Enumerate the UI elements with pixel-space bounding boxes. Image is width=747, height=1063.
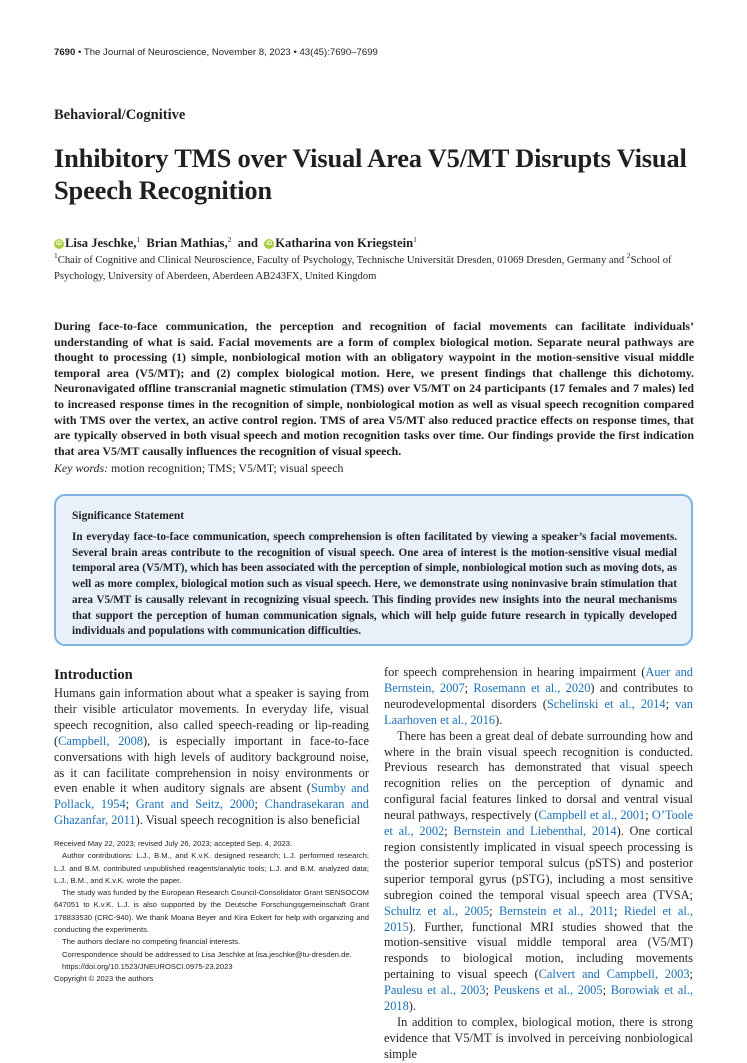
citation-link[interactable]: O’Toole et al., 2002: [384, 808, 693, 839]
paragraph: [384, 729, 693, 1015]
text: ). Visual speech recognition is also beneficial: [135, 813, 361, 828]
footnote-interests: The authors declare no competing financial interests.: [62, 937, 241, 947]
affiliation-text: Chair of Cognitive and Clinical Neuroscience, Faculty of Psychology, Technische Universität Dresden, 01069 Dresden, Germany and: [57, 255, 627, 266]
page-number: 7690: [54, 47, 76, 58]
text: There has been a great deal of debate surrounding how and where in the brain visual speech recognition is conducted. Previous research has demonstrated that visual speech recognition relies on the perception of dynamic and configural facial features linked to dorsal and ventral visual neural pathways, respectively (: [384, 728, 693, 823]
text: ).: [408, 999, 417, 1014]
author-affiliation-mark: 2: [227, 235, 232, 244]
text: ;: [489, 903, 499, 918]
author-conjunction: and: [237, 236, 258, 250]
text: ;: [254, 797, 265, 812]
author-name: Brian Mathias,: [146, 236, 228, 250]
text: ;: [485, 983, 494, 998]
footnote-copyright: Copyright © 2023 the authors: [54, 974, 154, 984]
text: ;: [602, 983, 611, 998]
author-affiliation-mark: 1: [136, 235, 141, 244]
running-header: [54, 47, 378, 58]
footnote-correspondence: Correspondence should be addressed to Lisa Jeschke at lisa.jeschke@tu-dresden.de.: [62, 949, 352, 959]
citation-link[interactable]: van Laarhoven et al., 2016: [384, 696, 693, 727]
footnote-received: Received May 22, 2023; revised July 26, 2023; accepted Sep. 4, 2023.: [54, 839, 293, 848]
citation-link[interactable]: Grant and Seitz, 2000: [135, 797, 255, 812]
text: ;: [444, 824, 454, 839]
paragraph: [384, 665, 693, 729]
doi-link[interactable]: https://doi.org/10.1523/JNEUROSCI.0975-23.2023: [62, 961, 233, 971]
author-affiliation-mark: 1: [413, 235, 417, 244]
text: ) and contributes to neurodevelopmental disorders (: [384, 680, 693, 711]
text: ;: [689, 967, 693, 982]
section-label: Behavioral/Cognitive: [54, 107, 186, 123]
text: ;: [665, 696, 676, 711]
citation-link[interactable]: Calvert and Campbell, 2003: [538, 967, 690, 982]
text: Humans gain information about what a speaker is saying from their visible articulator movements. In everyday life, visual speech recognition, also called speech-reading or lip-reading (: [54, 686, 369, 748]
text: ;: [464, 680, 474, 695]
significance-statement-box: [54, 494, 693, 646]
citation-link[interactable]: Rosemann et al., 2020: [473, 680, 591, 695]
affiliation-mark: 1: [54, 251, 58, 260]
paragraph: [54, 686, 369, 829]
citation-link[interactable]: Bernstein et al., 2011: [498, 903, 614, 918]
citation-link[interactable]: Riedel et al., 2015: [384, 903, 694, 934]
citation-link[interactable]: Chandrasekaran and Ghazanfar, 2011: [54, 797, 369, 828]
author-name: Lisa Jeschke,: [65, 236, 137, 250]
text: ;: [645, 808, 652, 823]
text: ), is especially important in face-to-face conversations with high levels of auditory background noise, as it can facilitate comprehension in noisy environments or even enable it when auditory signals are absent (: [54, 733, 369, 796]
citation-link[interactable]: Paulesu et al., 2003: [384, 983, 486, 998]
article-title: Inhibitory TMS over Visual Area V5/MT Disrupts Visual Speech Recognition: [54, 143, 687, 205]
abstract: During face-to-face communication, the perception and recognition of facial movements can facilitate individuals’ understanding of what is said. Facial movements are a form of complex biological motion. Separate neural pathways are thought to processing (1) simple, nonbiological motion with an obligatory waypoint in the motion-sensitive visual middle temporal area (V5/MT); and (2) complex biological motion. Here, we present findings that challenge this dichotomy. Neuronavigated offline transcranial magnetic stimulation (TMS) over V5/MT on 24 participants (17 females and 7 males) led to increased response times in the recognition of simple, nonbiological motion as well as visual speech recognition compared with TMS over the vertex, an active control region. TMS of area V5/MT also reduced practice effects on response times, that are typically observed in both visual speech and motion recognition tasks over time. Our findings provide the first indication that area V5/MT causally influences the recognition of visual speech.: [54, 319, 694, 458]
citation-link[interactable]: Sumby and Pollack, 1954: [54, 781, 369, 812]
keywords-label: Key words:: [54, 461, 109, 475]
text: ). Further, functional MRI studies showed that the motion-sensitive visual middle temporal area (V5/MT) responds to biological motion, including movements pertaining to visual speech (: [384, 919, 693, 982]
citation-link[interactable]: Schultz et al., 2005: [384, 903, 490, 918]
author-name: Katharina von Kriegstein: [275, 236, 414, 250]
citation-link[interactable]: Borowiak et al., 2018: [384, 983, 693, 1014]
footnote-funding: The study was funded by the European Research Council-Consolidator Grant SENSOCOM 647051 to K.v.K. L.J. is also supported by the Deutsche Forschungsgemeinschaft Grant 178833530 (CRC-940). We thank Moana Beyer and Kira Eckert for help with organizing and conducting the experiments.: [54, 888, 369, 935]
text: ).: [495, 712, 503, 727]
affiliations: [54, 253, 694, 284]
citation-link[interactable]: Bernstein and Liebenthal, 2014: [453, 824, 617, 839]
significance-body: In everyday face-to-face communication, speech comprehension is often facilitated by viewing a speaker’s facial movements. Several brain areas contribute to the recognition of visual speech. One area of interest is the motion-sensitive visual medial temporal area (V5/MT), which has been associated with the perception of simple, nonbiological motion such as moving dots, as well as more complex, biological motion such as visual speech. Here, we demonstrate using noninvasive brain stimulation that area V5/MT is causally relevant in recognizing visual speech. This finding provides new insights into the neural mechanisms that support the perception of human communication signals, which will help guide future research in typically developed individuals and populations with communication difficulties.: [72, 531, 677, 638]
citation-link[interactable]: Peuskens et al., 2005: [493, 983, 603, 998]
text: ;: [614, 903, 624, 918]
author-list: [54, 236, 417, 251]
keywords-value: motion recognition; TMS; V5/MT; visual speech: [108, 461, 344, 475]
paragraph: In addition to complex, biological motion, there is strong evidence that V5/MT is involved in perceiving nonbiological simple: [384, 1014, 693, 1061]
text: ). One cortical region consistently implicated in visual speech processing is the posterior superior temporal sulcus (pSTS) and posterior superior temporal gyrus (pSTG), including a most sensitive subregion coined the temporal visual speech area (TVSA;: [384, 824, 693, 902]
affiliation-text: School of Psychology, University of Aberdeen, Aberdeen AB243FX, United Kingdom: [54, 255, 672, 282]
citation-link[interactable]: Campbell, 2008: [58, 733, 143, 748]
significance-title: Significance Statement: [72, 510, 185, 522]
footnote-contributions: Author contributions: L.J., B.M., and K.v.K. designed research; L.J. performed research; L.J. and B.M. contributed unpublished reagents/analytic tools; L.J. and B.M. analyzed data; L.J., B.M., and K.v.K. wrote the paper.: [54, 851, 369, 885]
orcid-icon[interactable]: iD: [266, 241, 273, 247]
orcid-icon[interactable]: iD: [56, 241, 62, 247]
citation-link[interactable]: Campbell et al., 2001: [538, 808, 646, 823]
text: for speech comprehension in hearing impairment (: [384, 665, 646, 679]
affiliation-mark: 2: [626, 251, 631, 260]
journal-citation: • The Journal of Neuroscience, November 8, 2023 • 43(45):7690–7699: [75, 47, 378, 58]
citation-link[interactable]: Schelinski et al., 2014: [546, 696, 666, 711]
footnotes: [54, 838, 369, 986]
left-column: [54, 686, 369, 829]
citation-link[interactable]: Auer and Bernstein, 2007: [384, 665, 694, 695]
keywords: [54, 461, 343, 476]
text: ;: [125, 797, 136, 812]
right-column: [384, 665, 693, 1063]
introduction-heading: Introduction: [54, 667, 133, 683]
